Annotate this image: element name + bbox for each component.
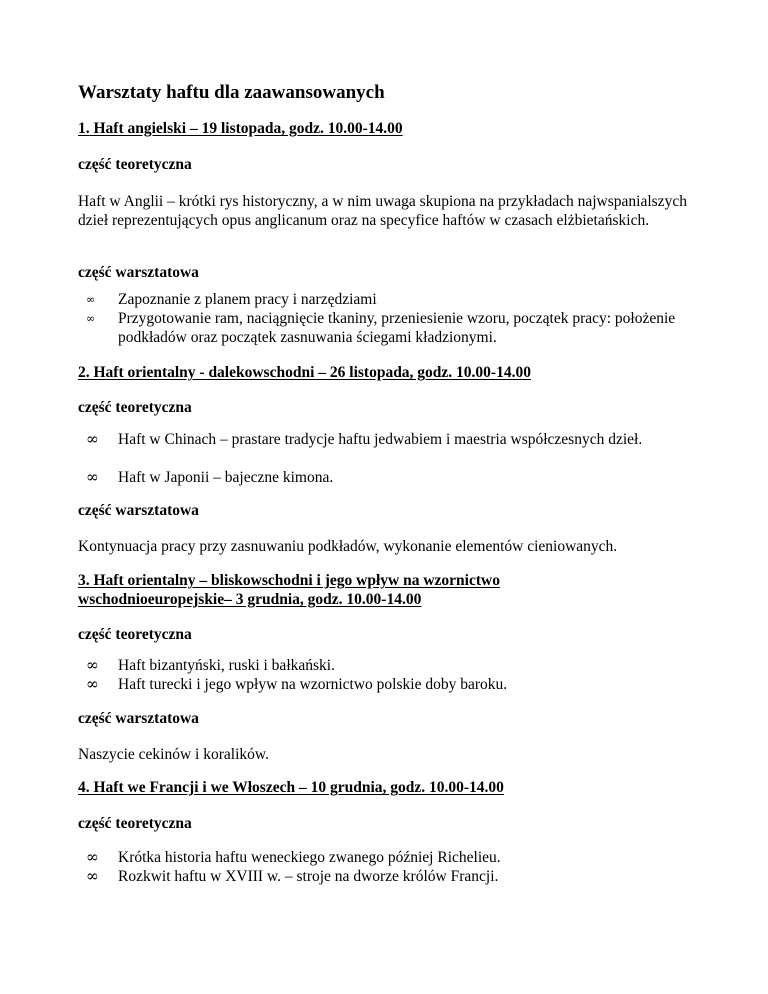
list-item-text: Haft turecki i jego wpływ na wzornictwo polskie doby baroku. bbox=[118, 676, 508, 693]
bullet-icon: ∞ bbox=[86, 468, 99, 486]
list-item-text: Haft w Chinach – prastare tradycje haftu jedwabiem i maestria współczesnych dzieł. bbox=[118, 431, 643, 448]
section-2-workshop-label: część warsztatowa bbox=[78, 502, 199, 519]
section-4-theory-label: część teoretyczna bbox=[78, 815, 192, 832]
bullet-icon: ∞ bbox=[86, 867, 99, 885]
bullet-icon: ∞ bbox=[86, 675, 99, 693]
list-item-text: Haft bizantyński, ruski i bałkański. bbox=[118, 657, 335, 674]
section-3-theory-label: część teoretyczna bbox=[78, 626, 192, 643]
bullet-icon: ∞ bbox=[86, 312, 96, 325]
list-item-text: Rozkwit haftu w XVIII w. – stroje na dworze królów Francji. bbox=[118, 868, 499, 885]
section-2-theory-label: część teoretyczna bbox=[78, 399, 192, 416]
section-3-workshop-label: część warsztatowa bbox=[78, 710, 199, 727]
bullet-icon: ∞ bbox=[86, 848, 99, 866]
section-3-heading-line-2: wschodnioeuropejskie– 3 grudnia, godz. 10.00-14.00 bbox=[78, 591, 422, 608]
bullet-icon: ∞ bbox=[86, 293, 96, 306]
section-1-theory-label: część teoretyczna bbox=[78, 156, 192, 173]
bullet-icon: ∞ bbox=[86, 656, 99, 674]
list-item-text: Haft w Japonii – bajeczne kimona. bbox=[118, 469, 334, 486]
list-item-text: Krótka historia haftu weneckiego zwanego później Richelieu. bbox=[118, 849, 501, 866]
section-4-heading: 4. Haft we Francji i we Włoszech – 10 grudnia, godz. 10.00-14.00 bbox=[78, 779, 504, 796]
section-3-workshop-text: Naszycie cekinów i koralików. bbox=[78, 746, 269, 763]
section-2-workshop-text: Kontynuacja pracy przy zasnuwaniu podkładów, wykonanie elementów cieniowanych. bbox=[78, 538, 618, 555]
bullet-icon: ∞ bbox=[86, 430, 99, 448]
section-3-heading-line-1: 3. Haft orientalny – bliskowschodni i jego wpływ na wzornictwo bbox=[78, 572, 500, 589]
section-1-heading: 1. Haft angielski – 19 listopada, godz. 10.00-14.00 bbox=[78, 120, 403, 137]
section-1-workshop-label: część warsztatowa bbox=[78, 264, 199, 281]
document-title: Warsztaty haftu dla zaawansowanych bbox=[78, 82, 385, 103]
section-2-heading: 2. Haft orientalny - dalekowschodni – 26 listopada, godz. 10.00-14.00 bbox=[78, 364, 531, 381]
section-1-theory-text: Haft w Anglii – krótki rys historyczny, a w nim uwaga skupiona na przykładach najwspanialszych dzieł reprezentujących opus anglicanum oraz na specyfice haftów w czasach elżbietańskich. bbox=[78, 193, 687, 229]
list-item-text: Zapoznanie z planem pracy i narzędziami bbox=[118, 291, 377, 308]
list-item-text: Przygotowanie ram, naciągnięcie tkaniny, przeniesienie wzoru, początek pracy: położenie podkładów oraz początek zasnuwania ściegami kładzionymi. bbox=[118, 310, 676, 346]
